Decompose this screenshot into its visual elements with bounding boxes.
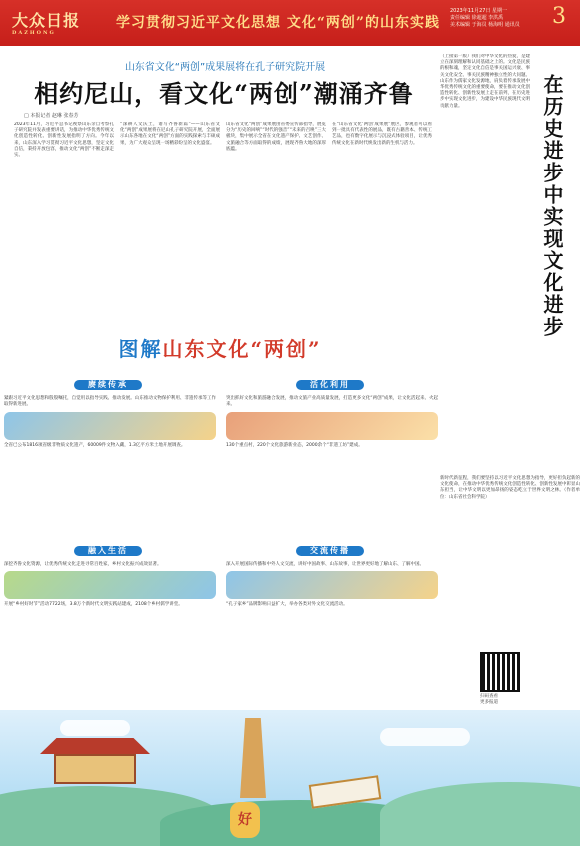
commentary-vertical-headline: 在历史进步中实现文化进步: [540, 74, 564, 338]
panel-text: 深入开展国际传播和中外人文交流，讲好中国故事、山东故事，让世界更好地了解山东、了解中国。: [226, 562, 424, 568]
qr-caption: [480, 694, 540, 706]
panel-tag: 赓续传承: [74, 380, 142, 390]
article-column-1: 2023年11月，习近平总书记视察山东亲自考察孔子研究院并发表重要讲话，为推动中华优秀传统文化创造性转化、创新性发展指明了方向。今年以来，山东深入学习贯彻习近平文化思想，坚定文化自信，秉持开放包容，推动文化“两创”不断走深走实。: [14, 122, 114, 159]
pagoda-illustration: [240, 718, 266, 798]
section-title: 学习贯彻习近平文化思想 文化“两创”的山东实践: [116, 15, 440, 31]
infographic-title-prefix: 图解: [118, 337, 163, 361]
panel-illustration: [226, 412, 438, 440]
logo-text: 大众日报: [12, 11, 81, 30]
panel-tag: 融入生活: [74, 546, 142, 556]
panel-illustration: [4, 412, 216, 440]
commentary-continued: 新时代新征程，我们要坚持以习近平文化思想为指导，更好担负起新的文化使命，在推动中华优秀传统文化创造性转化、创新性发展中彰显山东担当，让中华文明以更加昂扬的姿态屹立于世界文明之林。（作者单位：山东省社会科学院）: [440, 476, 580, 500]
infographic-title-main: 山东文化“两创”: [162, 337, 322, 361]
hill-illustration: [380, 782, 580, 846]
article-subhead: 山东省文化“两创”成果展将在孔子研究院开展: [124, 62, 326, 73]
article-column-2: “深耕人文沃土，谱写齐鲁新篇”——山东省文化“两创”成果展将在尼山孔子研究院开展，全面展示山东各地在文化“两创”方面的实践探索与丰硕成果，为广大观众呈现一场精彩纷呈的文化盛宴。: [120, 122, 220, 146]
infographic-panel-exchange: [226, 546, 438, 609]
infographic-panel-daily-life: [4, 546, 216, 609]
panel-text: 突出抓好文化和旅游融合发展，推动文旅产业高质量发展，打造更多文化“两创”成果，让文化活起来、火起来。: [226, 396, 438, 408]
article-column-3: 山东省文化“两创”成果展由省委宣传部指导，展览分为“历史的回响”“时代的强音”“未来的召唤”三大板块，集中展示全省在文化遗产保护、文艺创作、文旅融合等方面取得的成绩，展现齐鲁大地的深厚底蕴。: [226, 122, 326, 152]
qr-caption-line-2: 更多报道: [480, 700, 498, 705]
panel-highlight: 130个重点村，220个文化旅游新业态，2000余个“非遗工坊”建成。: [226, 442, 363, 448]
article-headline: 相约尼山，看文化“两创”潮涌齐鲁: [34, 79, 414, 108]
infographic-title: [0, 333, 440, 373]
logo-subtext: DAZHONG: [12, 30, 56, 36]
panel-text: 深挖齐鲁文化资源，让优秀传统文化走进寻常百姓家，乡村文化振兴成效显著。: [4, 562, 162, 568]
page-number: 3: [552, 4, 566, 29]
editor-line: 责任编辑 徐超超 李洪禹: [450, 15, 504, 21]
article-body: [14, 122, 434, 332]
panel-tag: 活化利用: [296, 380, 364, 390]
infographic-panel-heritage: [4, 380, 216, 449]
panel-illustration: [226, 571, 438, 599]
mascot-illustration: 好: [230, 802, 260, 838]
commentary-column: [440, 46, 580, 476]
panel-illustration: [4, 571, 216, 599]
illustrated-banner: [0, 710, 580, 846]
masthead-info: [450, 8, 550, 29]
qr-code[interactable]: [480, 652, 520, 692]
masthead: [0, 0, 580, 46]
panel-highlight: 开展“乡村好时节”活动7722场，3.8万个新时代文明实践站建成，2108个乡村儒学讲堂。: [4, 602, 183, 608]
panel-text: 紧跟习近平文化思想和殷殷嘱托，自觉用以指导实践、推动发展。山东推动文物保护利用、非遗传承等工作取得新进展。: [4, 396, 216, 408]
qr-caption-line-1: 扫码查看: [480, 694, 498, 699]
panel-tag: 交流传播: [296, 546, 364, 556]
infographic-panel-activation: [226, 380, 438, 449]
temple-illustration: [40, 730, 150, 790]
panel-highlight: “孔子家乡”品牌影响日益扩大，举办各类对外文化交流活动。: [226, 602, 348, 608]
newspaper-logo: [12, 8, 80, 36]
commentary-text: （上接第一版）我们对中华文化的热爱，是建立在深刻理解和认同基础之上的。文化是民族的根和魂，坚定文化自信是事关国运兴衰、事关文化安全、事关民族精神独立性的大问题。山东作为儒家文化发源地，肩负着传承发展中华优秀传统文化的重要使命，要在推动文化创造性转化、创新性发展上走在前列，在历史进步中实现文化进步，为建设中华民族现代文明贡献力量。: [440, 54, 530, 109]
article-column-4: 在“山东省文化‘两创’成果展”展区，参观者可以看到一批具有代表性的展品，既有古籍善本、传统工艺品，也有数字化展示与沉浸式体验项目，让优秀传统文化在新时代焕发出新的生机与活力。: [332, 122, 432, 146]
designer-line: 美术编辑 于海员 杨海明 通讯员: [450, 22, 520, 28]
article-byline: □ 本报记者 赵琳 张春芳: [24, 113, 79, 119]
issue-date: 2023年11月27日 星期一: [450, 8, 508, 14]
cloud-illustration: [380, 728, 470, 746]
panel-highlight: 全省已公布1816项省级非物质文化遗产，60009件文物入藏，1.3亿平方米土地开展调查。: [4, 442, 186, 448]
